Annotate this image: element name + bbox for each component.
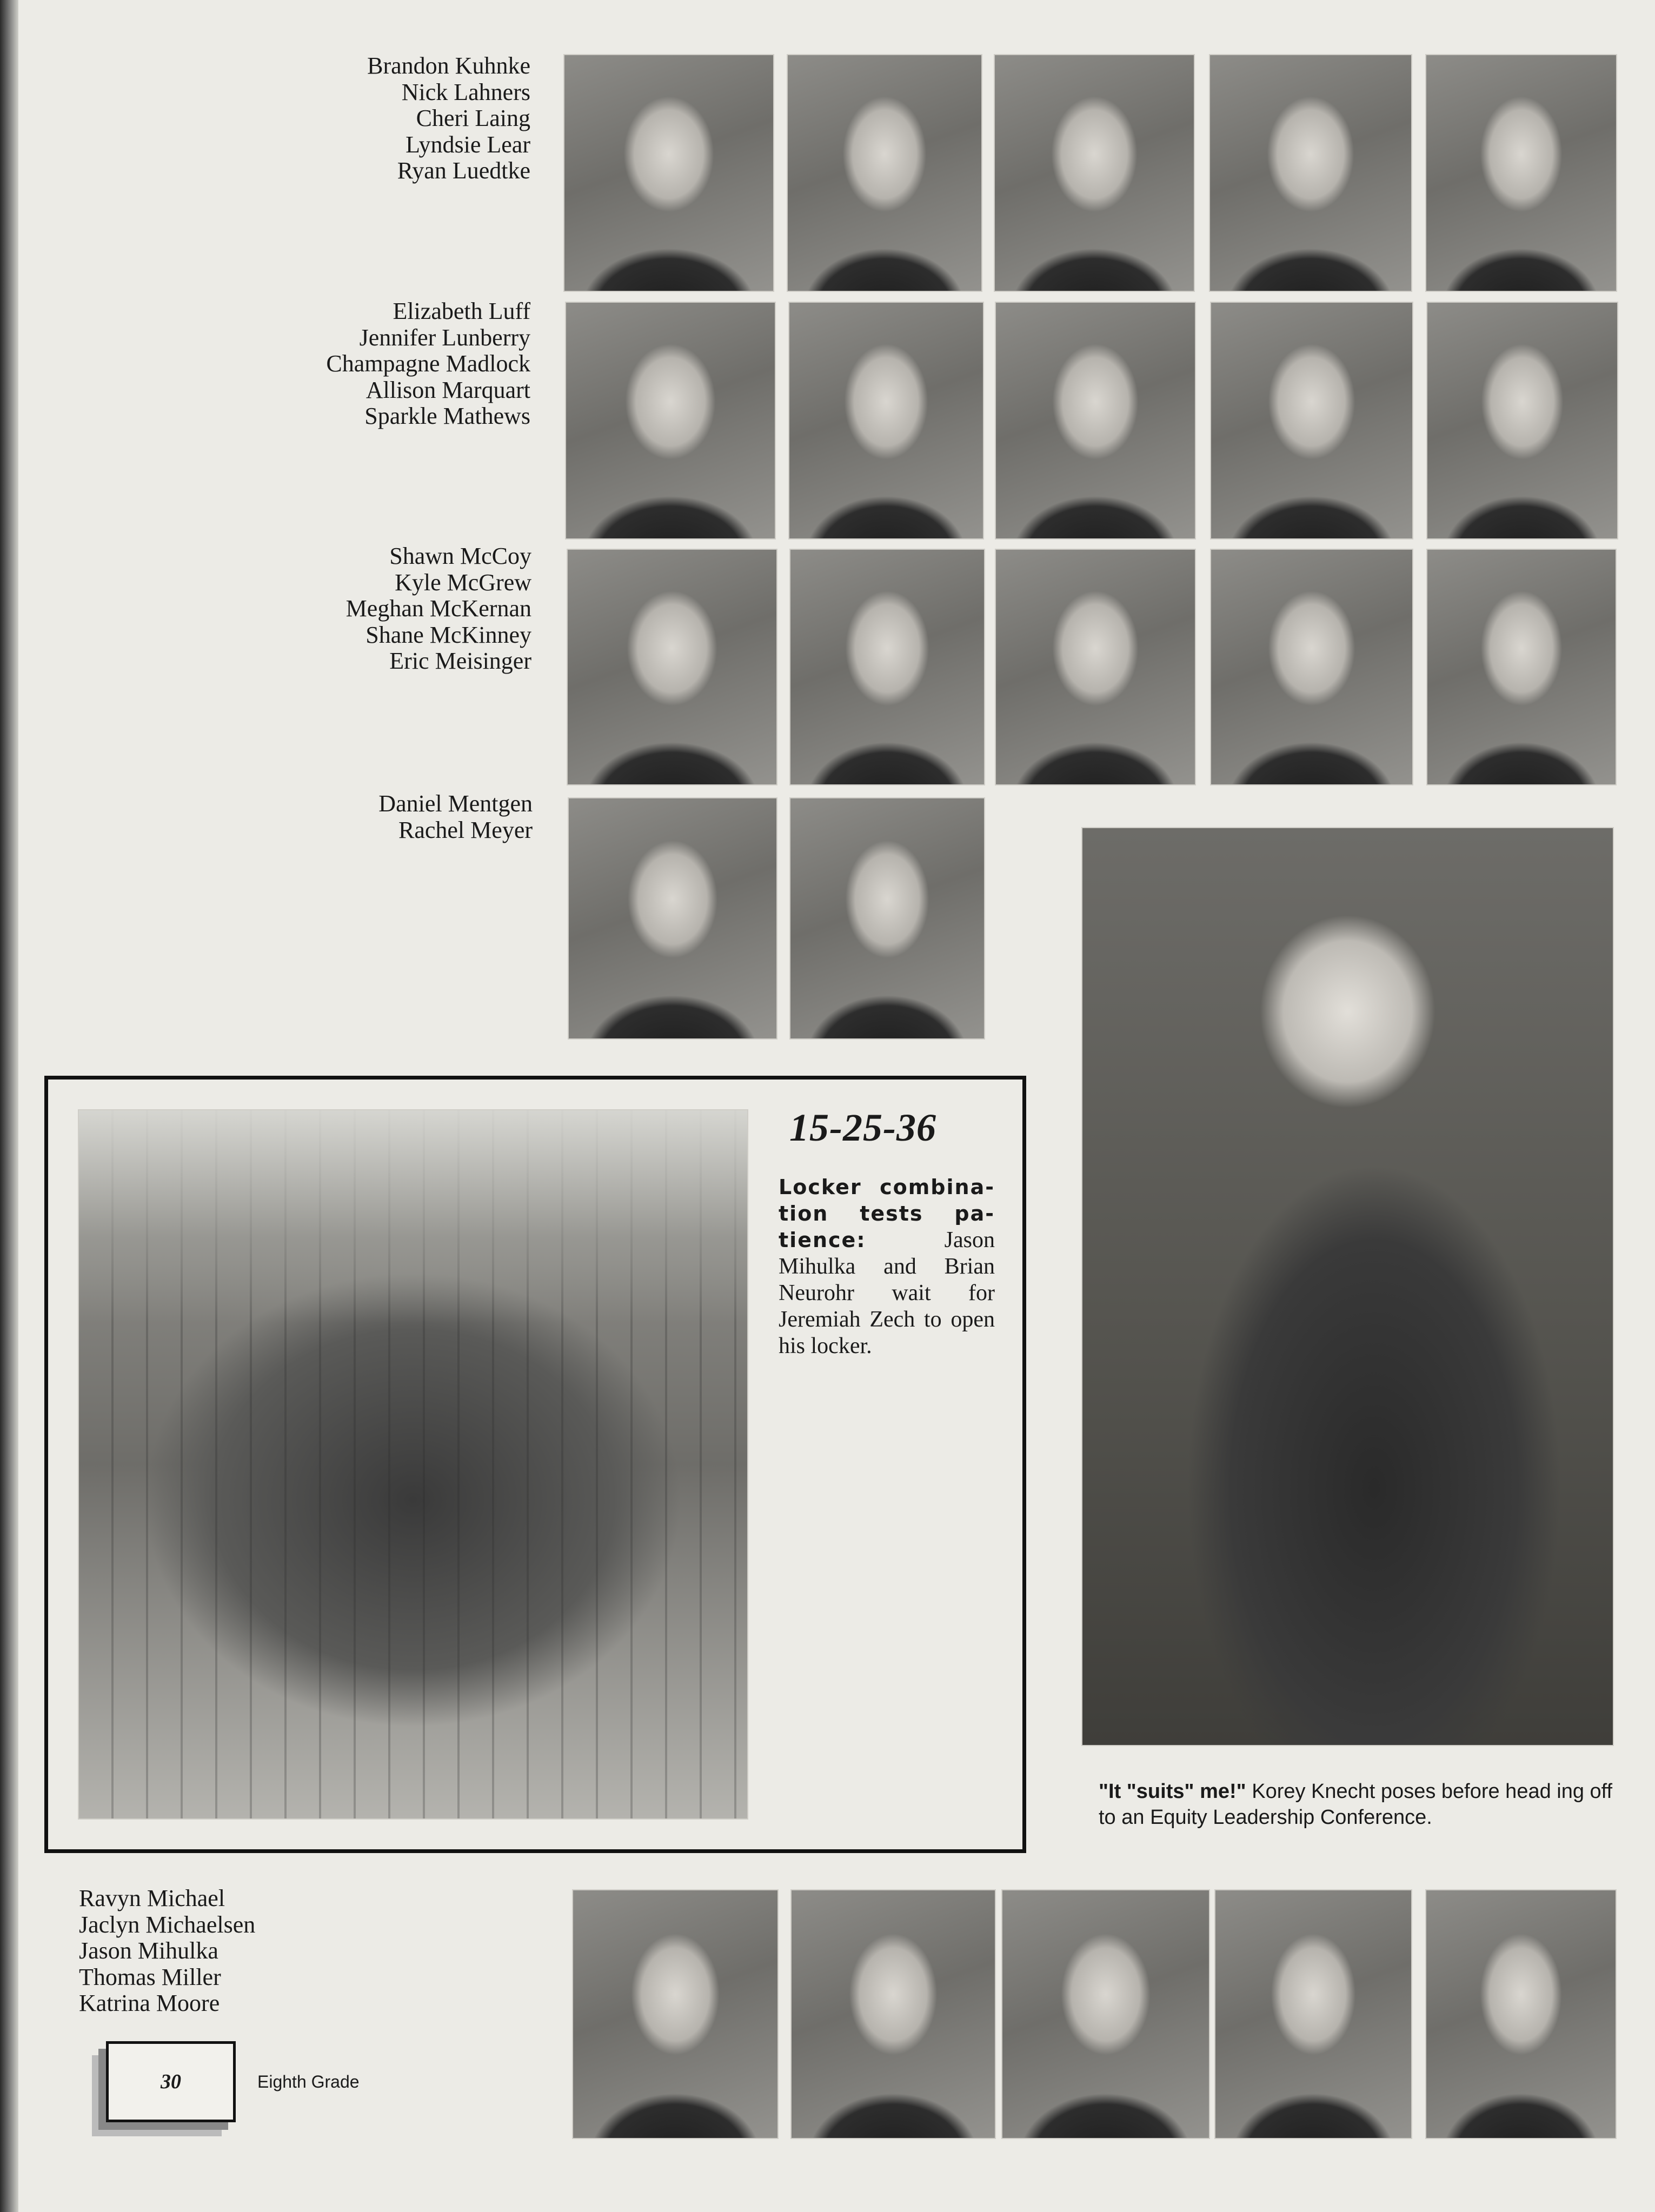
student-name: Meghan McKernan — [345, 595, 531, 622]
student-name: Cheri Laing — [416, 105, 530, 131]
names-row-5 — [79, 1885, 255, 2017]
student-portrait — [994, 54, 1195, 292]
student-portrait — [1426, 549, 1617, 785]
student-portrait — [565, 302, 776, 539]
page-number-box — [106, 2041, 236, 2122]
student-portrait — [787, 54, 982, 292]
portrait-caption-lead: "It "suits" me!" — [1099, 1780, 1246, 1803]
student-portrait — [1209, 54, 1412, 292]
portrait-caption-body: Korey Knecht poses before head ing off to an Equity Leadership Conference. — [1099, 1780, 1613, 1829]
student-name: Rachel Meyer — [398, 816, 533, 843]
student-name: Shawn McCoy — [389, 543, 531, 569]
student-name: Allison Marquart — [365, 376, 530, 403]
student-name: Champagne Madlock — [326, 350, 530, 377]
student-portrait — [1425, 1889, 1617, 2139]
student-portrait — [789, 549, 985, 785]
student-name: Eric Meisinger — [389, 648, 531, 674]
feature-caption — [779, 1174, 995, 1360]
student-portrait — [572, 1889, 779, 2139]
hallway-locker-photo — [78, 1109, 748, 1820]
student-portrait — [568, 797, 777, 1040]
student-portrait — [1214, 1889, 1412, 2139]
korey-knecht-portrait — [1081, 827, 1614, 1746]
student-name: Shane McKinney — [365, 621, 531, 648]
student-name: Lyndsie Lear — [406, 131, 530, 158]
portrait-caption — [1099, 1778, 1618, 1830]
student-portrait — [1426, 302, 1618, 539]
student-portrait — [788, 302, 984, 539]
feature-caption-body: Jason Mihulka and Brian Neurohr wait for Jeremiah Zech to open his locker. — [779, 1228, 995, 1358]
student-portrait — [1001, 1889, 1210, 2139]
student-portrait — [995, 549, 1196, 785]
student-name: Daniel Mentgen — [378, 790, 533, 817]
feature-caption-lead: Locker combina-tion tests pa-tience: — [779, 1175, 995, 1252]
student-portrait — [995, 302, 1196, 539]
student-name: Jennifer Lunberry — [359, 324, 530, 351]
feature-headline: 15-25-36 — [789, 1106, 936, 1149]
names-row-4 — [378, 791, 533, 843]
student-name: Kyle McGrew — [395, 569, 531, 596]
student-name: Ravyn Michael — [79, 1885, 225, 1911]
student-name: Jaclyn Michaelsen — [79, 1911, 256, 1938]
student-portrait — [563, 54, 774, 292]
student-portrait — [567, 549, 777, 785]
section-label: Eighth Grade — [257, 2072, 360, 2091]
student-portrait — [789, 797, 985, 1040]
student-portrait — [1210, 549, 1413, 785]
student-name: Elizabeth Luff — [393, 298, 530, 324]
page-number: 30 — [161, 2070, 181, 2093]
student-name: Thomas Miller — [79, 1963, 221, 1990]
names-row-2 — [326, 298, 530, 430]
names-row-3 — [346, 543, 531, 675]
student-name: Ryan Luedtke — [397, 157, 530, 184]
student-portrait — [1425, 54, 1617, 292]
student-portrait — [790, 1889, 996, 2139]
student-name: Nick Lahners — [401, 78, 530, 105]
student-name: Jason Mihulka — [79, 1937, 218, 1964]
student-portrait — [1210, 302, 1413, 539]
student-name: Katrina Moore — [79, 1990, 220, 2016]
student-name: Sparkle Mathews — [364, 403, 530, 429]
names-row-1 — [367, 53, 530, 184]
page-binding-edge — [0, 0, 18, 2212]
student-name: Brandon Kuhnke — [367, 52, 530, 79]
